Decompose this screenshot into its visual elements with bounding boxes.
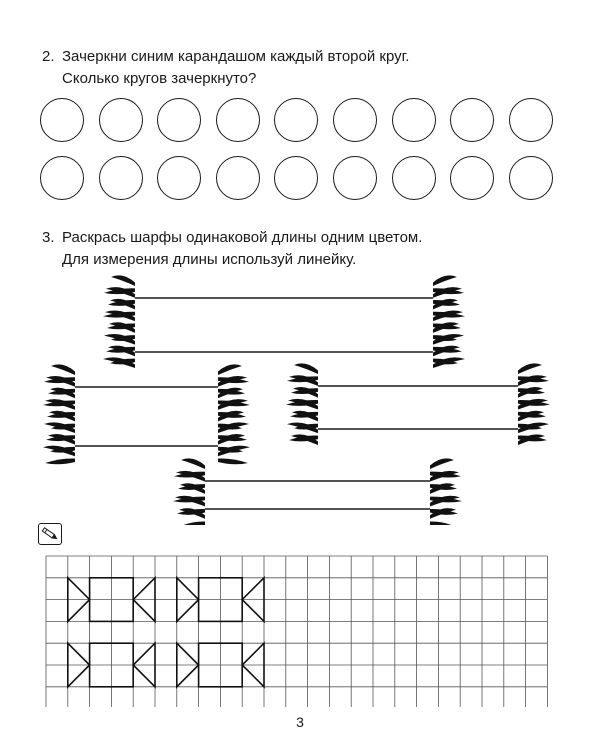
scarf[interactable] [173,458,462,525]
pencil-icon [38,523,62,545]
circle[interactable] [450,156,494,200]
circle[interactable] [216,98,260,142]
scarf[interactable] [103,275,465,368]
circle[interactable] [40,156,84,200]
circle[interactable] [157,98,201,142]
task-2-text-1: Зачеркни синим карандашом каждый второй круг. [62,48,410,65]
circle[interactable] [333,156,377,200]
circles-row-1 [38,96,558,148]
scarf[interactable] [43,364,250,464]
circles-row-2 [38,154,558,206]
task-3-text-2: Для измерения длины используй линейку. [62,251,357,268]
circle[interactable] [450,98,494,142]
circle[interactable] [392,98,436,142]
task-2-number: 2. [42,48,55,65]
scarf[interactable] [286,363,550,445]
scarves-illustration [0,270,600,525]
circle[interactable] [40,98,84,142]
task-2-text-2: Сколько кругов зачеркнуто? [62,70,257,87]
circle[interactable] [333,98,377,142]
page-number: 3 [296,714,304,730]
task-2-line-1 [42,46,409,68]
circle[interactable] [274,156,318,200]
drawing-grid [45,555,550,707]
circle[interactable] [157,156,201,200]
circle[interactable] [99,98,143,142]
task-3-text-1: Раскрась шарфы одинаковой длины одним цветом. [62,229,423,246]
circle[interactable] [274,98,318,142]
task-3-line-1 [42,227,422,249]
task-3-number: 3. [42,229,55,246]
task-2-instructions [42,46,409,90]
circle[interactable] [509,98,553,142]
task-3-instructions [42,227,422,271]
circle[interactable] [509,156,553,200]
circle[interactable] [99,156,143,200]
circle[interactable] [392,156,436,200]
circle[interactable] [216,156,260,200]
